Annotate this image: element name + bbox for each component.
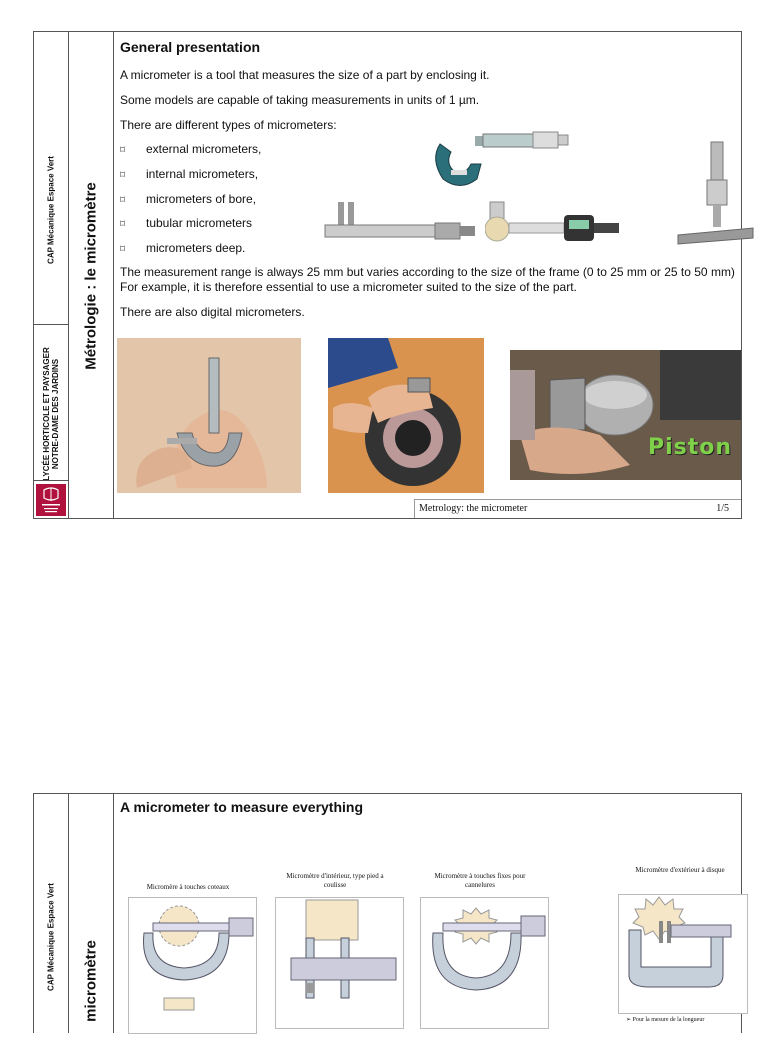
external-micrometer-image bbox=[425, 124, 585, 194]
piston-label: Piston bbox=[648, 435, 733, 460]
list-item: ⌑ tubular micrometers bbox=[120, 216, 253, 230]
piston-measurement-photo bbox=[510, 350, 741, 480]
course-label: CAP Mécanique Espace Vert bbox=[46, 156, 56, 264]
side-column bbox=[34, 794, 69, 1033]
list-item: ⌑ external micrometers, bbox=[120, 142, 262, 156]
list-item: ⌑ internal micrometers, bbox=[120, 167, 259, 181]
list-item: ⌑ micrometers of bore, bbox=[120, 192, 257, 206]
school-name: LYCÉE HORTICOLE ET PAYSAGER NOTRE-DAME DES JARDINS bbox=[42, 347, 60, 481]
title-column bbox=[69, 32, 114, 518]
list-item: ⌑ micrometers deep. bbox=[120, 241, 246, 255]
section-heading: A micrometer to measure everything bbox=[120, 799, 364, 815]
diagram-caption: Micromère à touches coteaux bbox=[146, 883, 230, 891]
title-column bbox=[69, 794, 114, 1033]
hand-micrometer-photo bbox=[117, 338, 301, 493]
paragraph: Some models are capable of taking measurements in units of 1 µm. bbox=[120, 93, 480, 107]
paragraph: There are different types of micrometers: bbox=[120, 118, 337, 132]
paragraph: The measurement range is always 25 mm but varies according to the size of the frame (0 to 25 mm or 25 to 50 mm) bbox=[120, 265, 735, 279]
diagram-caption: Micromètre d'extérieur à disque bbox=[635, 866, 725, 874]
internal-micrometer-image bbox=[320, 197, 480, 252]
course-label: CAP Mécanique Espace Vert bbox=[46, 883, 56, 991]
vertical-title: Métrologie : le micromètre bbox=[82, 182, 100, 370]
section-heading: General presentation bbox=[120, 39, 261, 55]
depth-micrometer-image bbox=[673, 140, 758, 250]
brake-disc-photo bbox=[328, 338, 484, 493]
paragraph: A micrometer is a tool that measures the size of a part by enclosing it. bbox=[120, 68, 490, 82]
diagram-caption: Micromètre d'intérieur, type pied a coulisse bbox=[286, 872, 384, 889]
side-column bbox=[34, 32, 69, 518]
diagram-caption: Micromètre à touches fixes pour cannelures bbox=[434, 872, 526, 889]
school-logo bbox=[36, 484, 66, 516]
vertical-title: micromètre bbox=[82, 940, 100, 1022]
paragraph: For example, it is therefore essential to use a micrometer suited to the size of the part. bbox=[120, 280, 577, 294]
digital-bore-micrometer-image bbox=[485, 197, 625, 257]
diagram-note: ➢ Pour la mesure de la longueur bbox=[626, 1017, 705, 1023]
page-number: 1/5 bbox=[716, 503, 729, 514]
footer-title: Metrology: the micrometer bbox=[419, 503, 528, 514]
page-footer bbox=[414, 499, 741, 518]
page-2 bbox=[33, 793, 742, 1033]
page-1 bbox=[33, 31, 742, 519]
paragraph: There are also digital micrometers. bbox=[120, 305, 305, 319]
